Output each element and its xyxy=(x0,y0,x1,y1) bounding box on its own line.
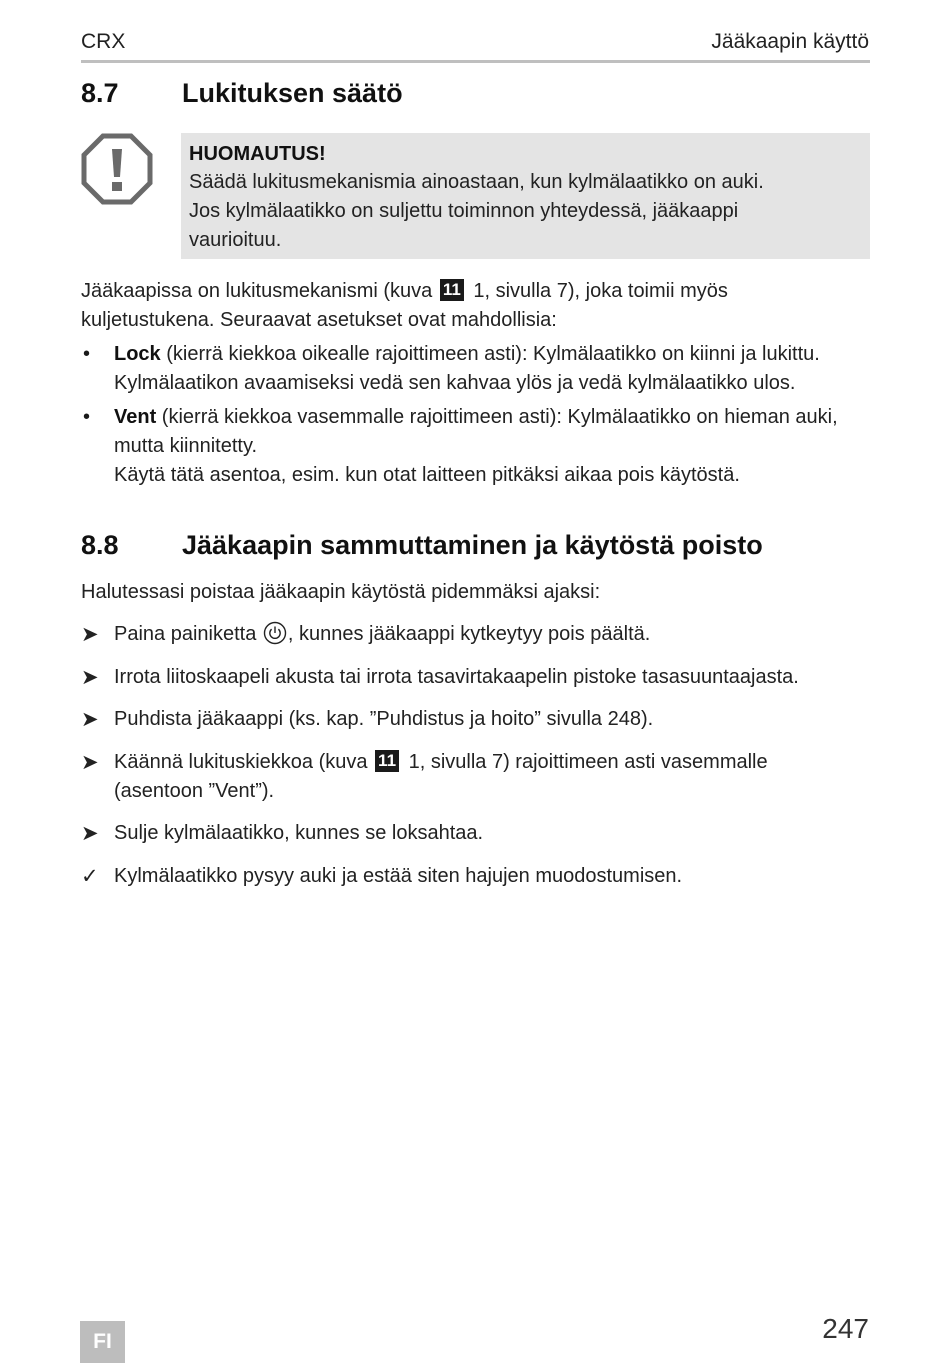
step-2: Irrota liitoskaapeli akusta tai irrota tasavirtakaapelin pistoke tasasuuntaajasta. xyxy=(114,666,799,688)
notice-box xyxy=(181,133,870,259)
exclamation-octagon-icon xyxy=(81,133,153,205)
step-arrow-icon: ➤ xyxy=(81,751,99,774)
header-product: CRX xyxy=(81,30,126,53)
header-chapter: Jääkaapin käyttö xyxy=(711,30,869,53)
step-3: Puhdista jääkaappi (ks. kap. ”Puhdistus ja hoito” sivulla 248). xyxy=(114,708,654,730)
step-arrow-icon: ➤ xyxy=(81,623,99,646)
notice-line: Jos kylmälaatikko on suljettu toiminnon yhteydessä, jääkaappi xyxy=(189,200,739,222)
bullet-vent: Vent (kierrä kiekkoa vasemmalle rajoittimeen asti): Kylmälaatikko on hieman auki, mutta kiinnitetty. Käytä tätä asentoa, esim. kun otat laitteen pitkäksi aikaa pois käytöstä. xyxy=(114,406,838,486)
result-text: Kylmälaatikko pysyy auki ja estää siten hajujen muodostumisen. xyxy=(114,865,683,887)
notice-line: vaurioituu. xyxy=(189,229,282,251)
step-arrow-icon: ➤ xyxy=(81,822,99,845)
section-title: Jääkaapin sammuttaminen ja käytöstä poisto xyxy=(182,530,763,560)
section-8-7-intro xyxy=(81,277,870,335)
bullet-dot-icon: • xyxy=(83,343,91,365)
step-arrow-icon: ➤ xyxy=(81,666,99,689)
header-rule xyxy=(81,60,870,63)
section-number: 8.8 xyxy=(81,530,119,560)
intro-line: Jääkaapissa on lukitusmekanismi (kuva 11 1, sivulla 7), joka toimii myös xyxy=(81,280,728,302)
intro-line: kuljetustukena. Seuraavat asetukset ovat mahdollisia: xyxy=(81,309,557,331)
section-8-8-intro: Halutessasi poistaa jääkaapin käytöstä pidemmäksi ajaksi: xyxy=(81,581,601,603)
notice-title: HUOMAUTUS! xyxy=(189,143,326,165)
step-5: Sulje kylmälaatikko, kunnes se loksahtaa. xyxy=(114,822,484,844)
check-icon: ✓ xyxy=(81,865,99,888)
section-number: 8.7 xyxy=(81,78,119,108)
step-1: Paina painiketta , kunnes jääkaappi kytkeytyy pois päältä. xyxy=(114,623,651,645)
section-8-8-heading xyxy=(81,530,763,561)
figure-ref-badge: 11 xyxy=(375,750,399,772)
page-number: 247 xyxy=(822,1313,869,1344)
section-title: Lukituksen säätö xyxy=(182,78,403,108)
bullet-dot-icon: • xyxy=(83,406,91,428)
bullet-term: Lock xyxy=(114,343,161,365)
figure-ref-badge: 11 xyxy=(440,279,464,301)
section-8-7-heading xyxy=(81,78,403,109)
step-4: Käännä lukituskiekkoa (kuva 11 1, sivulla 7) rajoittimeen asti vasemmalle (asentoon ”Vent”). xyxy=(114,751,768,802)
bullet-term: Vent xyxy=(114,406,157,428)
step-arrow-icon: ➤ xyxy=(81,708,99,731)
notice-line: Säädä lukitusmekanismia ainoastaan, kun kylmälaatikko on auki. xyxy=(189,171,764,193)
power-button-icon xyxy=(263,621,287,645)
bullet-lock: Lock (kierrä kiekkoa oikealle rajoittimeen asti): Kylmälaatikko on kiinni ja lukittu. Kylmälaatikon avaamiseksi vedä sen kahvaa ylös ja vedä kylmälaatikko ulos. xyxy=(114,343,820,394)
language-badge: FI xyxy=(80,1321,125,1363)
